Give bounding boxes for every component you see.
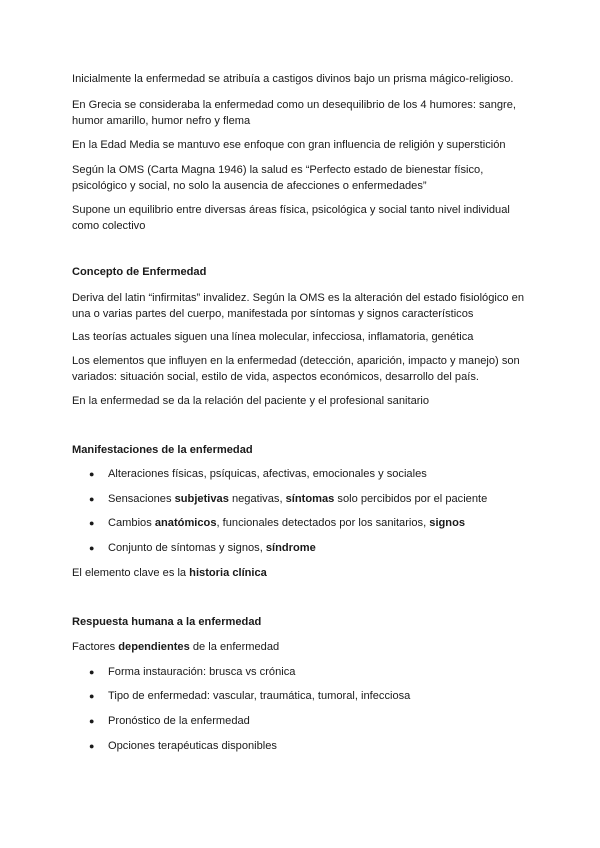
concepto-paragraph-4: En la enfermedad se da la relación del paciente y el profesional sanitario bbox=[72, 395, 430, 407]
bullet-marker: ● bbox=[89, 494, 95, 504]
bullet-marker: ● bbox=[89, 469, 95, 479]
intro-paragraph-4: Según la OMS (Carta Magna 1946) la salud es “Perfecto estado de bienestar físico, psicológico y social, no solo la ausencia de afecciones o enfermedades” bbox=[72, 164, 484, 192]
concepto-paragraph-2: Las teorías actuales siguen una línea molecular, infecciosa, inflamatoria, genética bbox=[72, 331, 474, 343]
bullet-marker: ● bbox=[89, 691, 95, 701]
manifestacion-item-1: Alteraciones físicas, psíquicas, afectivas, emocionales y sociales bbox=[108, 468, 427, 480]
bullet-marker: ● bbox=[89, 741, 95, 751]
factor-item-4: Opciones terapéuticas disponibles bbox=[108, 740, 277, 752]
respuesta-heading: Respuesta humana a la enfermedad bbox=[72, 616, 262, 628]
factor-item-1: Forma instauración: brusca vs crónica bbox=[108, 666, 296, 678]
bullet-marker: ● bbox=[89, 518, 95, 528]
factores-dependientes: Factores dependientes de la enfermedad bbox=[72, 641, 280, 653]
manifestaciones-heading: Manifestaciones de la enfermedad bbox=[72, 444, 253, 456]
intro-paragraph-5: Supone un equilibrio entre diversas áreas física, psicológica y social tanto nivel individual como colectivo bbox=[72, 204, 510, 232]
manifestacion-item-4: Conjunto de síntomas y signos, síndrome bbox=[108, 542, 316, 554]
manifestacion-item-3: Cambios anatómicos, funcionales detectados por los sanitarios, signos bbox=[108, 517, 466, 529]
bullet-marker: ● bbox=[89, 667, 95, 677]
elemento-clave: El elemento clave es la historia clínica bbox=[72, 567, 267, 579]
concepto-heading: Concepto de Enfermedad bbox=[72, 266, 207, 278]
bullet-marker: ● bbox=[89, 716, 95, 726]
intro-paragraph-3: En la Edad Media se mantuvo ese enfoque con gran influencia de religión y superstición bbox=[72, 139, 506, 151]
factor-item-2: Tipo de enfermedad: vascular, traumática, tumoral, infecciosa bbox=[108, 690, 411, 702]
concepto-paragraph-1: Deriva del latin “infirmitas” invalidez. Según la OMS es la alteración del estado fisiológico en una o varias partes del cuerpo, manifestada por síntomas y signos característicos bbox=[72, 292, 524, 320]
intro-paragraph-1: Inicialmente la enfermedad se atribuía a castigos divinos bajo un prisma mágico-religioso. bbox=[72, 73, 514, 85]
manifestacion-item-2: Sensaciones subjetivas negativas, síntomas solo percibidos por el paciente bbox=[108, 493, 488, 505]
factor-item-3: Pronóstico de la enfermedad bbox=[108, 715, 250, 727]
concepto-paragraph-3: Los elementos que influyen en la enfermedad (detección, aparición, impacto y manejo) son variados: situación social, estilo de vida, aspectos económicos, desarrollo del país. bbox=[72, 355, 520, 383]
intro-paragraph-2: En Grecia se consideraba la enfermedad como un desequilibrio de los 4 humores: sangre, humor amarillo, humor nefro y flema bbox=[72, 99, 517, 127]
bullet-marker: ● bbox=[89, 543, 95, 553]
